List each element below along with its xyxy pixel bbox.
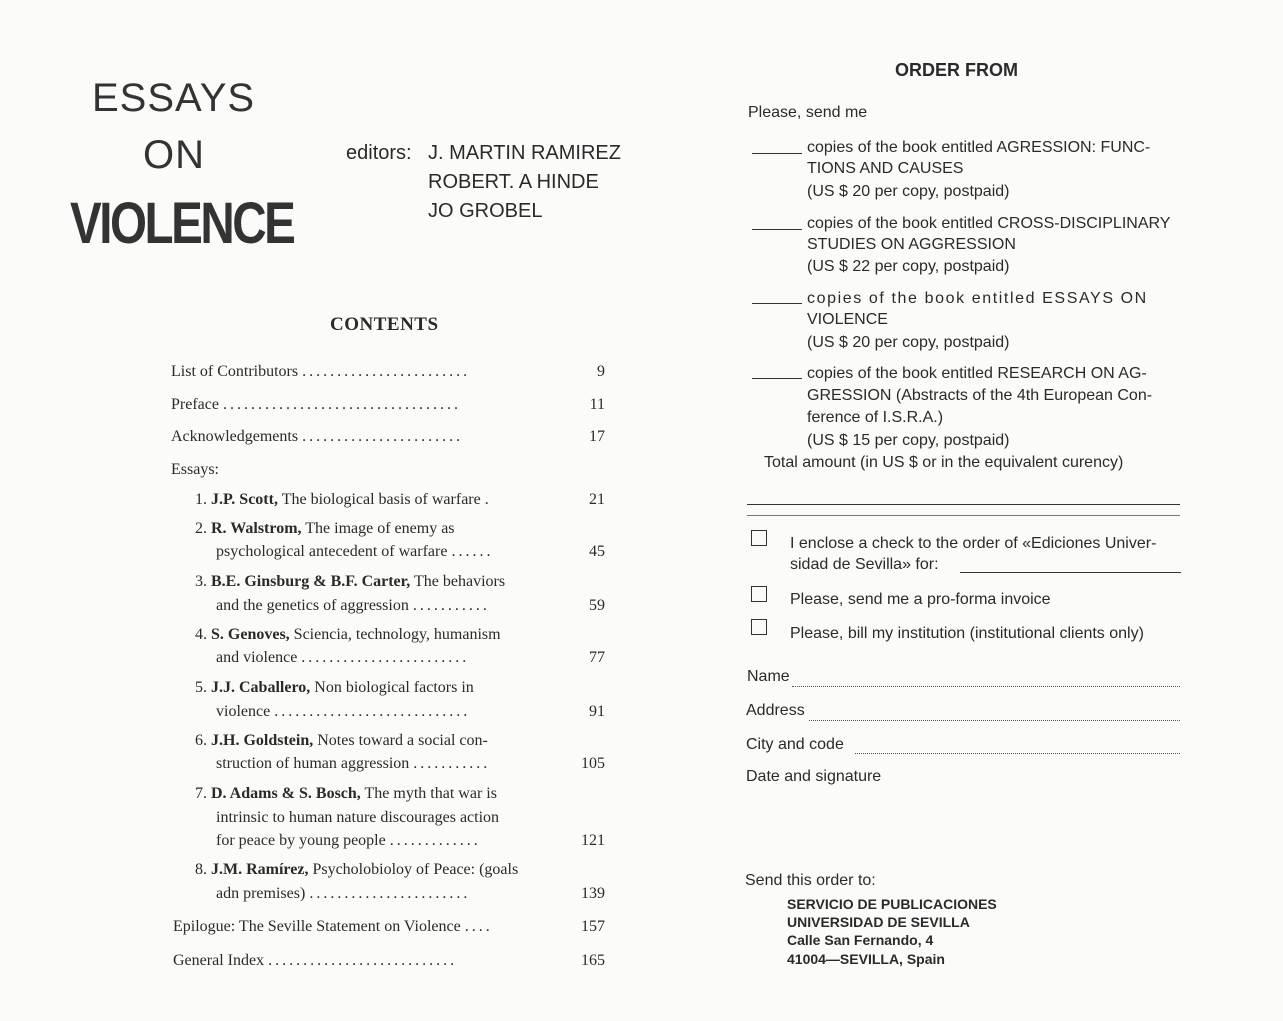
toc-entry-essay-cont: and violence ........................ [216, 649, 470, 666]
divider [747, 515, 1180, 516]
order-item-line: GRESSION (Abstracts of the 4th European Con- [807, 387, 1153, 404]
address-field[interactable] [809, 720, 1180, 721]
toc-page-number: 105 [581, 755, 605, 772]
order-item-line: TIONS AND CAUSES [807, 160, 964, 177]
order-item-line: copies of the book entitled CROSS-DISCIPLINARY [807, 215, 1171, 232]
toc-entry-essay: 7. D. Adams & S. Bosch, The myth that war is [195, 785, 497, 802]
date-signature-label: Date and signature [746, 768, 882, 785]
toc-entry-essay-cont: for peace by young people ............. [216, 832, 481, 849]
toc-entry-essay: 2. R. Walstrom, The image of enemy as [195, 520, 455, 537]
title-essays: ESSAYS [92, 76, 256, 120]
total-amount-line[interactable] [747, 504, 1180, 505]
toc-entry-essay-cont: violence ............................ [216, 703, 471, 720]
order-item-price: (US $ 20 per copy, postpaid) [807, 334, 1010, 351]
address-line: SERVICIO DE PUBLICACIONES [787, 896, 997, 912]
check-enclosed-label: I enclose a check to the order of «Ediciones Univer- [790, 535, 1157, 552]
editor-name: JO GROBEL [428, 200, 543, 222]
toc-entry-essay: 5. J.J. Caballero, Non biological factors in [195, 679, 474, 696]
toc-page-number: 17 [589, 428, 605, 445]
quantity-blank[interactable] [752, 153, 802, 154]
title-violence: VIOLENCE [70, 191, 294, 256]
title-on: ON [143, 133, 205, 177]
total-amount-label: Total amount (in US $ or in the equivalent curency) [764, 454, 1124, 471]
toc-entry-essay: 8. J.M. Ramírez, Psycholobioloy of Peace: (goals [195, 861, 519, 878]
order-item-line: STUDIES ON AGGRESSION [807, 236, 1016, 253]
toc-page-number: 21 [589, 491, 605, 508]
proforma-label: Please, send me a pro-forma invoice [790, 591, 1051, 608]
order-item-price: (US $ 22 per copy, postpaid) [807, 258, 1010, 275]
toc-entry-essay-cont: adn premises) ....................... [216, 885, 471, 902]
order-form-title: ORDER FROM [895, 60, 1018, 80]
city-code-field[interactable] [855, 753, 1180, 754]
toc-entry-epilogue: Epilogue: The Seville Statement on Violence .... [173, 918, 493, 935]
check-enclosed-label-cont: sidad de Sevilla» for: [790, 556, 939, 573]
toc-entry-essay: 4. S. Genoves, Sciencia, technology, humanism [195, 626, 501, 643]
send-to-label: Send this order to: [745, 872, 876, 889]
toc-page-number: 165 [581, 952, 605, 969]
toc-entry-acknowledgements: Acknowledgements ....................... [171, 428, 464, 445]
order-item-line: copies of the book entitled AGRESSION: FUNC- [807, 139, 1151, 156]
quantity-blank[interactable] [752, 229, 802, 230]
toc-page-number: 121 [581, 832, 605, 849]
address-line: 41004—SEVILLA, Spain [787, 951, 945, 967]
quantity-blank[interactable] [752, 378, 802, 379]
bill-institution-label: Please, bill my institution (institutional clients only) [790, 625, 1144, 642]
toc-entry-index: General Index ........................... [173, 952, 458, 969]
editor-name: J. MARTIN RAMIREZ [428, 142, 621, 164]
order-item-price: (US $ 15 per copy, postpaid) [807, 432, 1010, 449]
check-enclosed-checkbox[interactable] [751, 530, 767, 546]
order-item-line: VIOLENCE [807, 311, 888, 328]
check-amount-line[interactable] [960, 572, 1181, 573]
toc-entry-essay: 6. J.H. Goldstein, Notes toward a social con- [195, 732, 488, 749]
order-item-line: copies of the book entitled ESSAYS ON [807, 290, 1148, 307]
toc-entry-essay: 3. B.E. Ginsburg & B.F. Carter, The behaviors [195, 573, 506, 590]
city-code-label: City and code [746, 736, 844, 753]
address-line: Calle San Fernando, 4 [787, 932, 934, 948]
toc-page-number: 59 [589, 597, 605, 614]
order-item-line: ference of I.S.R.A.) [807, 409, 944, 426]
order-item-line: copies of the book entitled RESEARCH ON AG- [807, 365, 1147, 382]
quantity-blank[interactable] [752, 303, 802, 304]
editor-name: ROBERT. A HINDE [428, 171, 599, 193]
editors-label: editors: [346, 142, 412, 164]
toc-entry-essay: 1. J.P. Scott, The biological basis of warfare . [195, 491, 492, 508]
toc-entry-essay-cont: psychological antecedent of warfare ...... [216, 543, 494, 560]
toc-entry-essay-cont: struction of human aggression ........... [216, 755, 491, 772]
toc-page-number: 77 [589, 649, 605, 666]
toc-essays-label: Essays: [171, 461, 219, 478]
toc-page-number: 9 [597, 363, 605, 380]
contents-title: CONTENTS [330, 314, 439, 335]
toc-page-number: 139 [581, 885, 605, 902]
bill-institution-checkbox[interactable] [751, 619, 767, 635]
toc-page-number: 11 [589, 396, 605, 413]
name-label: Name [747, 668, 790, 685]
toc-page-number: 91 [589, 703, 605, 720]
name-field[interactable] [792, 686, 1180, 687]
proforma-checkbox[interactable] [751, 586, 767, 602]
address-line: UNIVERSIDAD DE SEVILLA [787, 914, 970, 930]
address-label: Address [746, 702, 805, 719]
toc-entry-essay-cont: intrinsic to human nature discourages action [216, 809, 500, 826]
toc-entry-essay-cont: and the genetics of aggression ........... [216, 597, 490, 614]
toc-entry-preface: Preface .................................. [171, 396, 461, 413]
order-item-price: (US $ 20 per copy, postpaid) [807, 183, 1010, 200]
please-send-label: Please, send me [748, 104, 868, 121]
toc-page-number: 45 [589, 543, 605, 560]
toc-page-number: 157 [581, 918, 605, 935]
toc-entry-contributors: List of Contributors ........................ [171, 363, 471, 380]
